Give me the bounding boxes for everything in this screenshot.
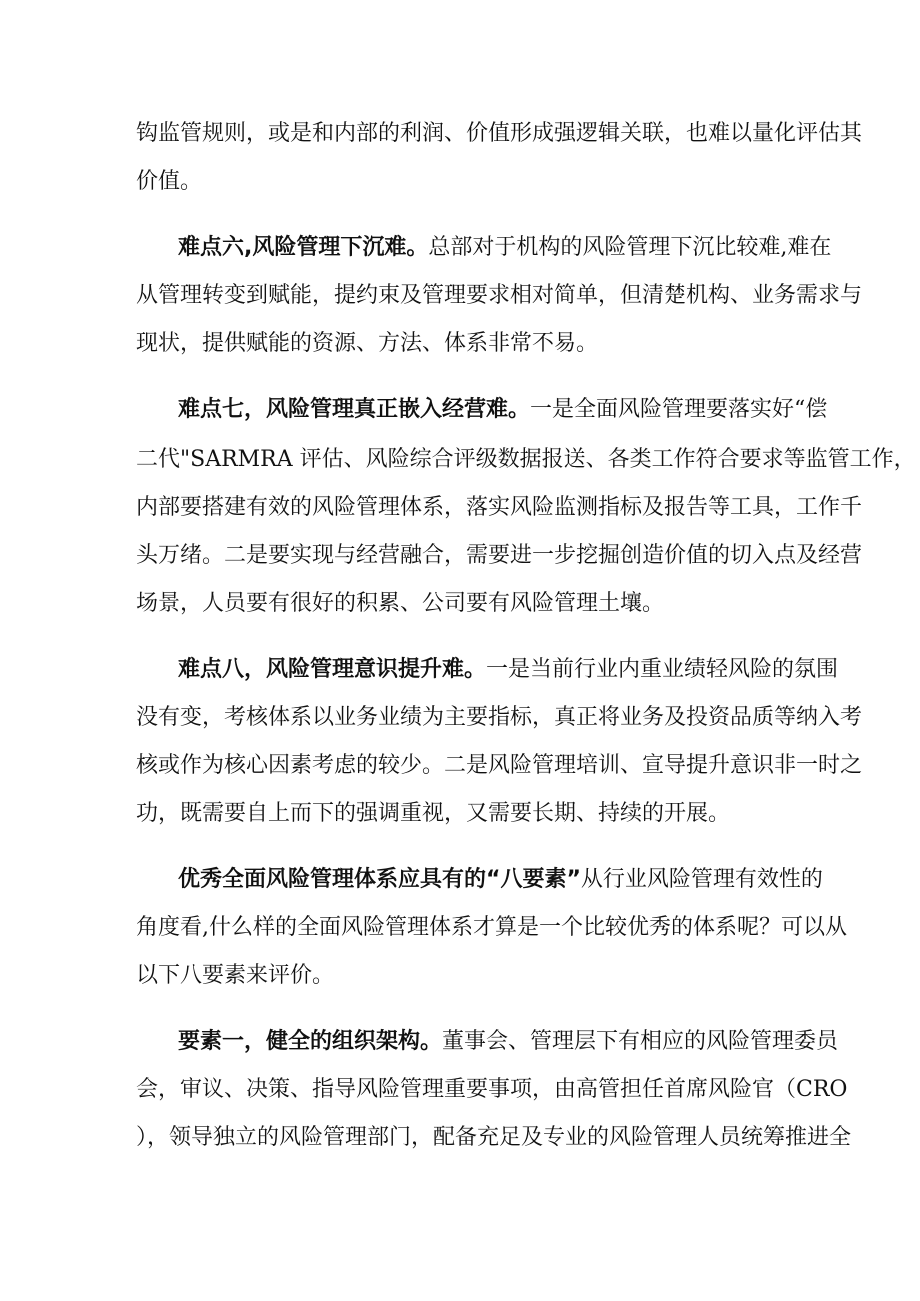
paragraph-first-line xyxy=(178,228,832,268)
paragraph-first-line xyxy=(178,650,839,690)
paragraph-line: 会，审议、决策、指导风险管理重要事项，由高管担任首席风险官（CRO xyxy=(136,1077,848,1102)
paragraph-line: 没有变，考核体系以业务业绩为主要指标，真正将业务及投资品质等纳入考 xyxy=(136,705,863,730)
paragraph-heading: 要素一，健全的组织架构。 xyxy=(178,1029,443,1054)
paragraph-line: 钩监管规则，或是和内部的利润、价值形成强逻辑关联，也难以量化评估其 xyxy=(136,121,863,146)
paragraph-first-line xyxy=(178,1022,839,1062)
paragraph-first-line xyxy=(178,390,828,430)
paragraph-line: 核或作为核心因素考虑的较少。二是风险管理培训、宣导提升意识非一时之 xyxy=(136,753,863,778)
paragraph-heading: 难点八，风险管理意识提升难。 xyxy=(178,657,487,682)
paragraph-text: 董事会、管理层下有相应的风险管理委员 xyxy=(442,1029,839,1054)
paragraph-line: 功，既需要自上而下的强调重视，又需要长期、持续的开展。 xyxy=(136,801,731,826)
paragraph-line: 角度看,什么样的全面风险管理体系才算是一个比较优秀的体系呢？可以从 xyxy=(136,915,847,940)
paragraph-text: 从行业风险管理有效性的 xyxy=(580,867,823,892)
paragraph-line: 内部要搭建有效的风险管理体系，落实风险监测指标及报告等工具，工作千 xyxy=(136,495,863,520)
paragraph-heading: 优秀全面风险管理体系应具有的“八要素” xyxy=(178,867,581,892)
paragraph-text: 一是全面风险管理要落实好“偿 xyxy=(530,397,828,422)
paragraph-line: 以下八要素来评价。 xyxy=(136,963,335,988)
paragraph-line: ），领导独立的风险管理部门，配备充足及专业的风险管理人员统筹推进全 xyxy=(136,1125,852,1150)
paragraph-line: 价值。 xyxy=(136,169,203,194)
paragraph-line: 场景，人员要有很好的积累、公司要有风险管理土壤。 xyxy=(136,591,665,616)
paragraph-text: 一是当前行业内重业绩轻风险的氛围 xyxy=(486,657,839,682)
paragraph-heading: 难点七，风险管理真正嵌入经营难。 xyxy=(178,397,531,422)
paragraph-text: 总部对于机构的风险管理下沉比较难,难在 xyxy=(428,235,832,260)
paragraph-heading: 难点六,风险管理下沉难。 xyxy=(178,235,429,260)
paragraph-line: 二代"SARMRA 评估、风险综合评级数据报送、各类工作符合要求等监管工作， xyxy=(136,447,916,472)
paragraph-line: 现状，提供赋能的资源、方法、体系非常不易。 xyxy=(136,331,599,356)
paragraph-first-line xyxy=(178,860,823,900)
paragraph-line: 头万绪。二是要实现与经营融合，需要进一步挖掘创造价值的切入点及经营 xyxy=(136,543,863,568)
paragraph-line: 从管理转变到赋能，提约束及管理要求相对简单，但清楚机构、业务需求与 xyxy=(136,283,863,308)
